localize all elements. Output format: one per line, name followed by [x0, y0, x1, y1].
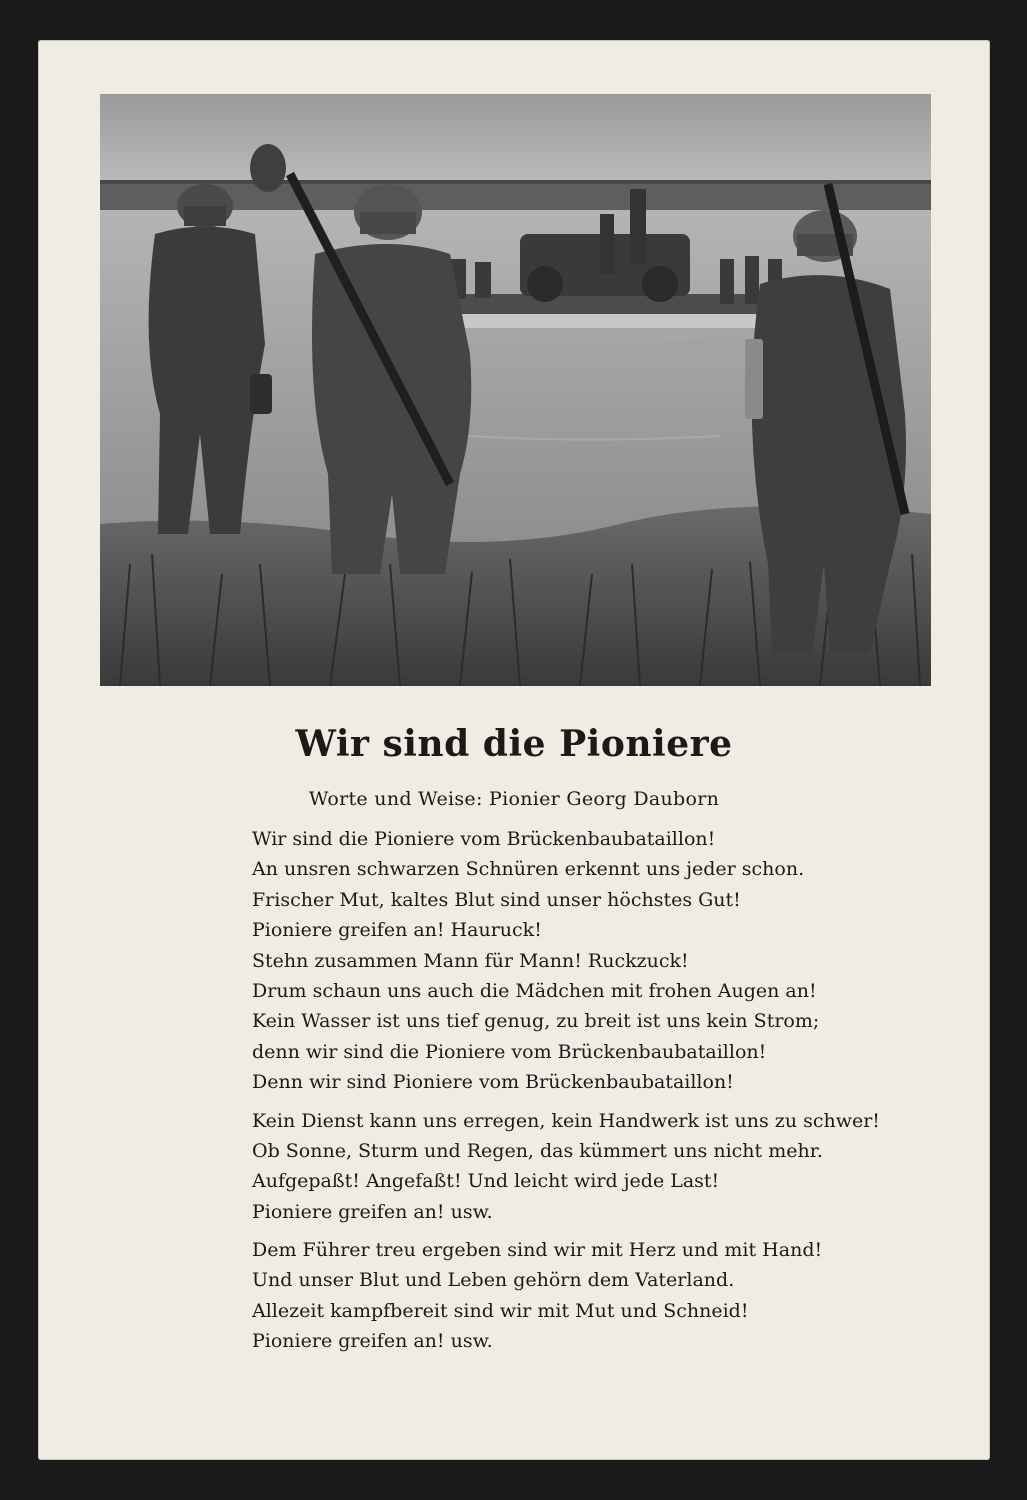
- lyric-line: Allezeit kampfbereit sind wir mit Mut und Schneid!: [252, 1299, 749, 1322]
- lyric-line: Wir sind die Pioniere vom Brückenbaubataillon!: [252, 828, 716, 850]
- lyric-line: An unsren schwarzen Schnüren erkennt uns jeder schon.: [252, 858, 805, 881]
- lyric-line: Stehn zusammen Mann für Mann! Ruckzuck!: [252, 949, 689, 972]
- song-lyrics: [252, 824, 972, 1365]
- lyric-line: Und unser Blut und Leben gehörn dem Vaterland.: [252, 1269, 735, 1292]
- lyric-line: Frischer Mut, kaltes Blut sind unser höchstes Gut!: [252, 888, 741, 911]
- lyric-line: Kein Wasser ist uns tief genug, zu breit ist uns kein Strom;: [252, 1010, 820, 1033]
- lyric-line: Pioniere greifen an! usw.: [252, 1200, 493, 1223]
- verse-3: [252, 1235, 972, 1357]
- lyric-line: Ob Sonne, Sturm und Regen, das kümmert uns nicht mehr.: [252, 1139, 823, 1162]
- verse-2: [252, 1106, 972, 1228]
- lyric-line: Dem Führer treu ergeben sind wir mit Herz und mit Hand!: [252, 1239, 823, 1262]
- photo-soldiers-at-river: [100, 94, 931, 686]
- lyric-line: Drum schaun uns auch die Mädchen mit frohen Augen an!: [252, 979, 817, 1002]
- song-credits: Worte und Weise: Pionier Georg Dauborn: [308, 788, 720, 810]
- lyric-line: Kein Dienst kann uns erregen, kein Handwerk ist uns zu schwer!: [252, 1109, 880, 1132]
- verse-1: [252, 824, 972, 1098]
- song-title: Wir sind die Pioniere: [295, 723, 733, 765]
- lyric-line: Denn wir sind Pioniere vom Brückenbaubataillon!: [252, 1071, 734, 1094]
- lyric-line: Aufgepaßt! Angefaßt! Und leicht wird jede Last!: [252, 1170, 720, 1193]
- lyric-line: Pioniere greifen an! Hauruck!: [252, 919, 542, 942]
- lyric-line: denn wir sind die Pioniere vom Brückenbaubataillon!: [252, 1040, 767, 1063]
- postcard: [38, 40, 990, 1460]
- lyric-line: Pioniere greifen an! usw.: [252, 1330, 493, 1353]
